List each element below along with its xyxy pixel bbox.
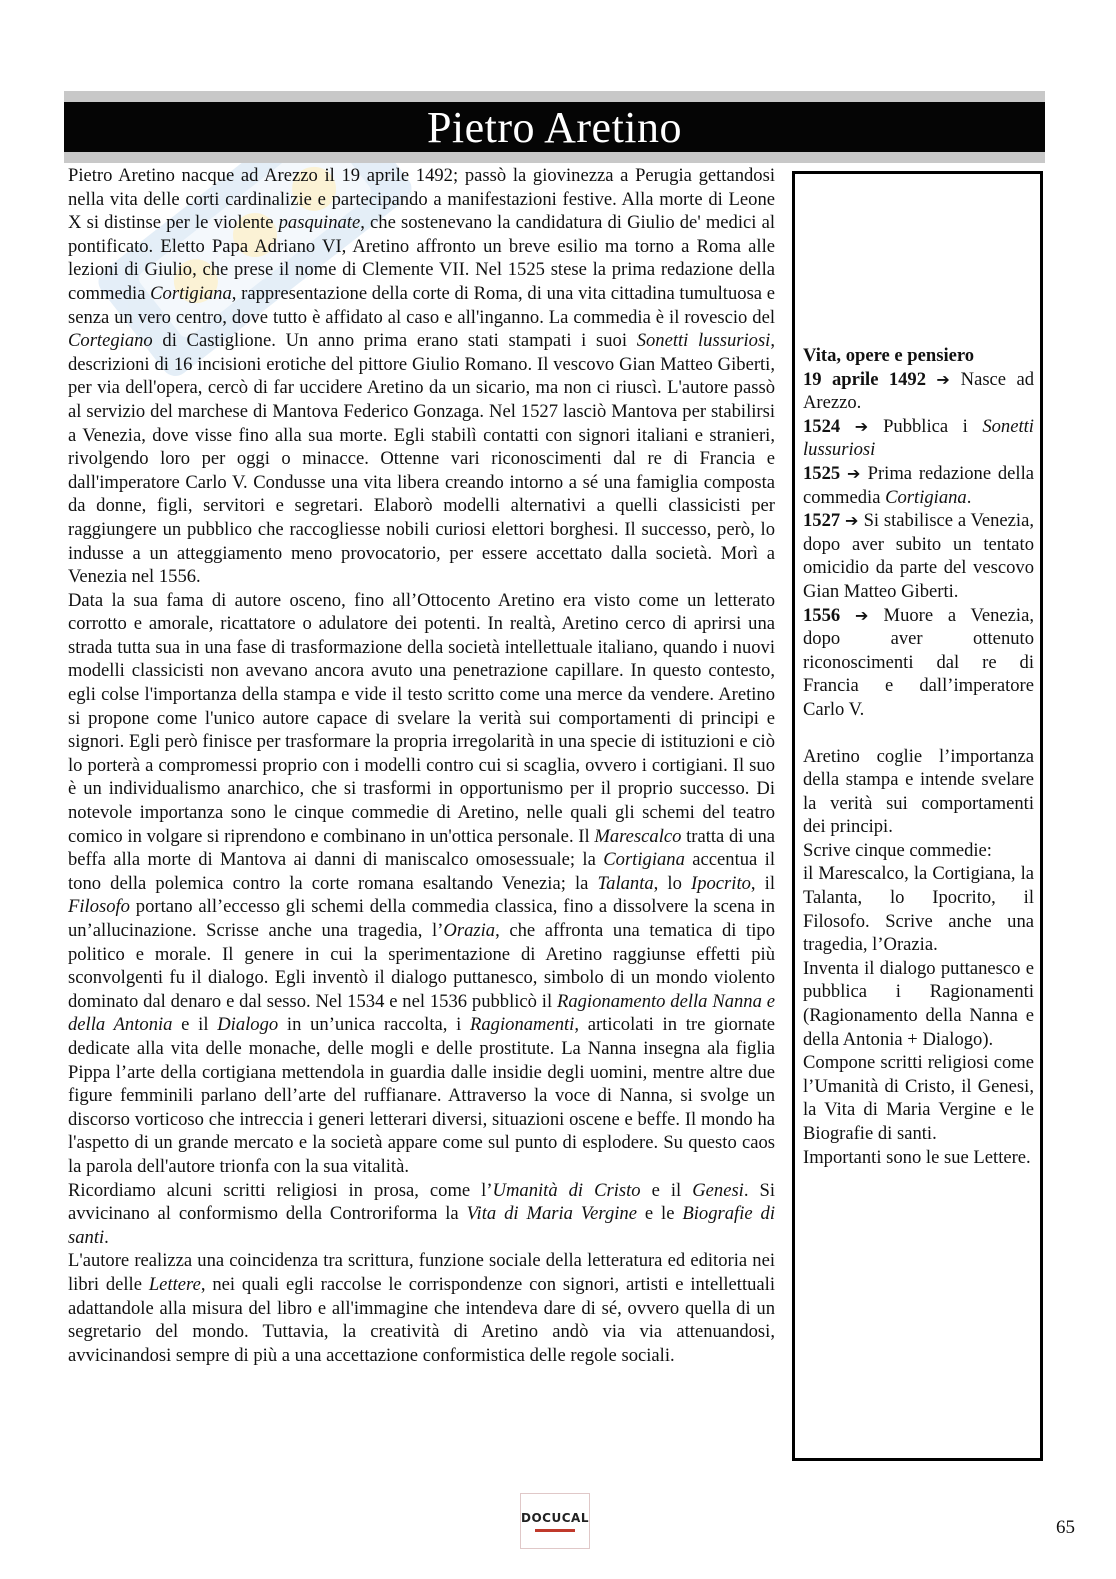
work-text: , rappresentazione della corte di Roma, di una vita cittadina tumultuosa e senza un vero centro, dove tutto è affidato al caso e all'inganno. La commedia è il rovescio del	[68, 282, 776, 328]
timeline-text: Pubblica i	[883, 415, 983, 437]
work-text: , nei quali egli raccolse le corrispondenze con signori, artisti e intellettuali adattandole alla misura del libro e all'immagine che intendeva dare di sé, ovvero quella di un segretario del mondo. Tuttavia, la creatività di Aretino andò via via attenuandosi, avvicinandosi sempre di più a una accettazione conformistica delle regole sociali.	[68, 1273, 775, 1366]
work-title: Sonetti lussuriosi	[636, 330, 771, 352]
timeline-entry	[803, 462, 1034, 509]
timeline-entry	[803, 368, 1034, 415]
timeline-text: Si stabilisce a Venezia, dopo aver subito un tentato omicidio da parte del vescovo Gian Matteo Giberti.	[803, 510, 1034, 602]
work-text: , descrizioni di 16 incisioni erotiche del pittore Giulio Romano. Il vescovo Gian Matteo Giberti, per via dell'opera, cercò di far uccidere Aretino da un sicario, ma non ci riuscì. L'autore passò al servizio del marchese di Mantova Federico Gonzaga. Nel 1527 lasciò Mantova per stabilirsi a Venezia, dove visse fino alla sua morte. Egli stabilì contatti con signori italiani e stranieri, rivolgendo loro per oggi o minacce. Ottenne vari riconoscimenti dal re di Francia e dall'imperatore Carlo V. Condusse una vita libera creando intorno a sé una famiglia composta da donne, figli, servitori e segretari. Elaborò modelli alternativi a quelli classicisti per raggiungere un pubblico che raccogliesse nobili curiosi elettori borghesi. Il successo, però, lo indusse a un atteggiamento meno provocatorio, per essere accettato dalla società. Morì a Venezia nel 1556.	[68, 330, 775, 588]
work-title: Orazia	[443, 920, 496, 941]
paragraph-religious	[68, 1179, 775, 1250]
work-text: , che sostenevano la candidatura di Giulio de' medici al pontificato. Eletto Papa Adriano VI, Aretino affronto un breve esilio ma torno a Roma alle lezioni di Giulio, che prese il nome di Clemente VII. Nel 1525 stese la prima redazione della commedia	[68, 212, 775, 304]
timeline-entry	[803, 415, 1034, 462]
work-text: in un’unica raccolta, i	[278, 1014, 471, 1036]
timeline-text: Nasce ad Arezzo.	[803, 368, 1034, 414]
work-text: . Si avvicinano al conformismo della Controriforma la	[68, 1179, 776, 1225]
work-text: e il	[640, 1179, 693, 1201]
sidebar-title: Vita, opere e pensiero	[803, 345, 975, 366]
work-text: accentua il tono della polemica contro la corte romana esaltando Venezia; la	[68, 849, 775, 894]
timeline	[803, 368, 1034, 722]
timeline-text: Muore a Venezia, dopo aver ottenuto riconoscimenti dal re di Francia e dall’imperatore Carlo V.	[803, 604, 1034, 720]
docucal-logo	[520, 1493, 590, 1549]
work-text: .	[104, 1226, 109, 1248]
sidebar-note: Inventa il dialogo puttanesco e pubblica i Ragionamenti (Ragionamento della Nanna e della Antonia + Dialogo).	[803, 957, 1034, 1050]
work-title: Marescalco	[594, 825, 682, 847]
timeline-title: Sonetti lussuriosi	[803, 415, 1034, 461]
timeline-year: 1527	[803, 510, 845, 532]
work-text: e il	[172, 1014, 218, 1036]
sidebar-note: Scrive cinque commedie:	[803, 839, 992, 861]
paragraph-biography	[68, 164, 775, 589]
logo-text: DOCUCAL	[521, 1510, 589, 1525]
work-title: Lettere	[148, 1273, 201, 1295]
timeline-year: 1556	[803, 604, 855, 626]
work-text: L'autore realizza una coincidenza tra scrittura, funzione sociale della letteratura ed editoria nei libri delle	[68, 1250, 775, 1295]
timeline-year: 1524	[803, 415, 855, 437]
work-title: Talanta	[597, 872, 654, 894]
work-title: Cortigiana	[603, 849, 685, 871]
work-title: Cortegiano	[68, 330, 153, 352]
timeline-year: 1525	[803, 462, 847, 484]
work-title: Ragionamenti	[470, 1014, 575, 1036]
sidebar-notes	[803, 745, 1034, 1170]
work-text: Pietro Aretino nacque ad Arezzo il 19 aprile 1492; passò la giovinezza a Perugia gettandosi nella vita delle corti cardinalizie e partecipando a manifestazioni festive. Alla morte di Leone X si distinse per le violente	[68, 165, 775, 234]
sidebar-box	[792, 171, 1043, 1461]
work-text: , che affronta una tematica di tipo politico e morale. Il genere in cui la sperimentazione di Aretino raggiunse effetti più sconvolgenti fu il dialogo. Egli inventò il dialogo puttanesco, simbolo di un mondo violento dominato dal denaro e dal sesso. Nel 1534 e nel 1536 pubblicò il	[68, 920, 775, 1012]
sidebar-note: Aretino coglie l’importanza della stampa e intende svelare la verità sui comportamenti dei principi.	[803, 745, 1034, 838]
work-text: portano all’eccesso gli schemi della commedia classica, fino a dissolvere la scena in un’allucinazione. Scrisse anche una tragedia, l’	[68, 896, 775, 941]
work-title: Vita di Maria Vergine	[466, 1203, 637, 1225]
title-bar	[64, 91, 1045, 163]
work-title: Umanità di Cristo	[492, 1179, 641, 1201]
work-title: Ipocrito	[691, 872, 751, 894]
sidebar-note: Compone scritti religiosi come l’Umanità di Cristo, il Genesi, la Vita di Maria Vergine e le Biografie di santi.	[803, 1052, 1034, 1144]
work-text: Ricordiamo alcuni scritti religiosi in prosa, come l’	[68, 1179, 493, 1201]
main-text	[68, 164, 775, 1367]
work-title: pasquinate	[278, 212, 361, 234]
work-title: Genesi	[692, 1179, 744, 1201]
work-text: , il	[750, 872, 775, 894]
work-text: Data la sua fama di autore osceno, fino all’Ottocento Aretino era visto come un letterato corrotto e amorale, ricattatore o adulatore dei potenti. In realtà, Aretino cerco di aprirsi una strada tutta sua in una fase di trasformazione della società intellettuale italiano, quando i nuovi modelli classicisti non avevano ancora avuto una penetrazione capillare. In questo contesto, egli colse l'importanza della stampa e vide il testo scritto come una merce da vendere. Aretino si propone come l'unico autore capace di svelare la verità sui comportamenti di principi e signori. Egli però finisce per trasformare la propria irregolarità in una specie di istituzioni e ciò lo porterà a compromessi proprio con i modelli contro cui si scaglia, ovvero i cortigiani. Il suo è un individualismo anarchico, che si trasformi in opportunismo per il proprio successo. Di notevole importanza sono le cinque commedie di Aretino, nelle quali gli schemi del teatro comico in volgare si riprendono e combinano in un'ottica personale. Il	[68, 589, 775, 847]
work-text: di Castiglione. Un anno prima erano stati stampati i suoi	[152, 330, 637, 352]
timeline-title: Cortigiana	[885, 486, 967, 508]
work-title: Filosofo	[68, 896, 130, 918]
timeline-text: .	[966, 486, 972, 508]
page-number: 65	[1056, 1517, 1075, 1538]
work-title: Cortigiana	[150, 282, 232, 304]
timeline-entry	[803, 509, 1034, 603]
arrow-right-icon: ➔	[846, 463, 868, 483]
arrow-right-icon: ➔	[854, 605, 884, 625]
page-title: Pietro Aretino	[64, 102, 1045, 152]
timeline-text: Prima redazione della commedia	[803, 462, 1035, 508]
sidebar-note: Importanti sono le sue Lettere.	[803, 1146, 1031, 1168]
work-title: Ragionamento della Nanna e della Antonia	[68, 990, 776, 1036]
timeline-year: 19 aprile 1492	[803, 368, 937, 390]
sidebar-note: il Marescalco, la Cortigiana, la Talanta, lo Ipocrito, il Filosofo. Scrive anche una tragedia, l’Orazia.	[803, 863, 1034, 956]
paragraph-works	[68, 589, 775, 1179]
work-title: Biografie di santi	[68, 1203, 775, 1248]
paragraph-letters	[68, 1249, 775, 1367]
work-text: , lo	[653, 872, 691, 894]
timeline-entry	[803, 604, 1034, 722]
arrow-right-icon: ➔	[936, 369, 961, 389]
arrow-right-icon: ➔	[844, 511, 864, 531]
work-text: tratta di una beffa alla morte di Mantova ai danni di maniscalco omosessuale; la	[68, 825, 775, 871]
work-title: Dialogo	[217, 1014, 279, 1036]
work-text: , articolati in tre giornate dedicate alla vita delle monache, delle mogli e delle prostitute. La Nanna insegna ala figlia Pippa l’arte della cortigiana mettendola in guardia dalle insidie degli uomini, mentre altre due figure femminili parlano dell’arte del ruffianare. Attraverso la voce di Nanna, si svolge un discorso vorticoso che intreccia i generi letterari diversi, situazioni oscene e beffe. Il mondo ha l'aspetto di un grande mercato e la società appare come sul punto di esplodere. Su questo caos la parola dell'autore trionfa con la sua vitalità.	[68, 1014, 776, 1177]
work-text: e le	[636, 1203, 683, 1225]
arrow-right-icon: ➔	[854, 416, 884, 436]
